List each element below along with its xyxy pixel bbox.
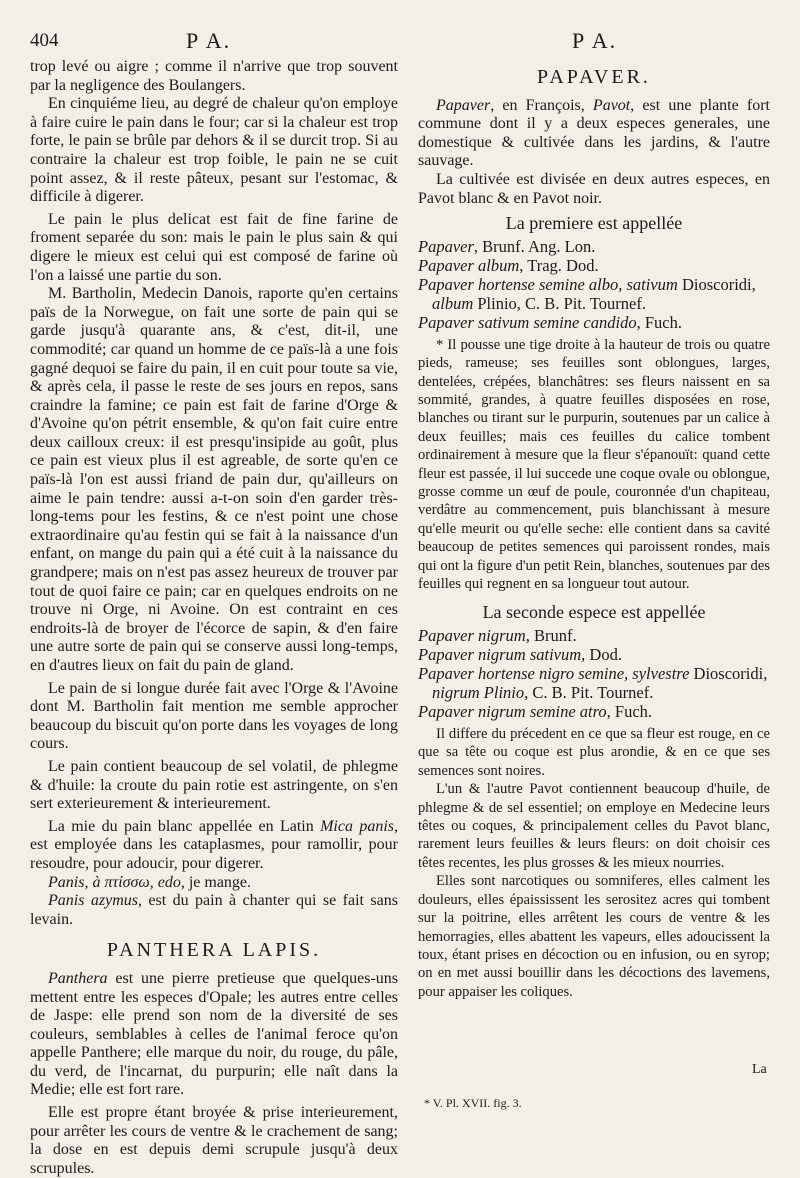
synonym-line <box>418 313 770 332</box>
text-run: , Fuch. <box>636 312 682 332</box>
paragraph: Le pain de si longue durée fait avec l'Orge & l'Avoine dont M. Bartholin fait mention me semble approcher beaucoup du biscuit qu'on porte dans les voyages de long cours. <box>30 679 398 753</box>
text-run: , est employée dans les cataplasmes, pour ramollir, pour resoudre, pour adoucir, pour digerer. <box>30 817 398 872</box>
right-running-head: P A. <box>572 28 618 53</box>
section-title-panthera: PANTHERA LAPIS. <box>106 939 322 962</box>
paragraph: La cultivée est divisée en deux autres especes, en Pavot blanc & en Pavot noir. <box>418 170 770 207</box>
text-run: Plinio, C. B. Pit. Tournef. <box>473 293 646 313</box>
latin-term: Panis azymus <box>48 892 138 910</box>
synonym-line <box>418 664 770 702</box>
left-running-head: P A. <box>186 28 232 53</box>
latin-term: Papaver hortense semine albo, sativum <box>418 274 678 294</box>
text-run: Dioscoridi, <box>677 274 756 294</box>
text-run: , je mange. <box>180 873 252 891</box>
greek-term: , à πτίσσω, edo <box>84 873 181 891</box>
description-first-species: * Il pousse une tige droite à la hauteur de trois ou quatre pieds, rameuse; ses feuilles sont oblongues, larges, dentelées, crépées, blanchâtres: ses fleurs naissent en sa sommité, grandes, à quatre feuilles disposées en rose, blanches ou tirant sur le purpurin, soutenues par un calice à deux feuilles; mais ces feuilles du calice tombent ordinairement à mesure que la fleur s'épanouït: quand cette fleur est passée, il lui succede une coque ovale ou oblongue, grosse comme un œuf de poule, couronnée d'un chapiteau, verdâtre au commencement, puis blanchissant à mesure qu'elle meurit ou qu'elle seche: elle contient dans sa cavité beaucoup de petites semences qui paroissent rondes, mais qui ont la figure d'un petit Rein, blanches, soutenues par des feuilles qui regnent en sa longueur tout autour. <box>418 336 770 593</box>
latin-term: Pavot <box>592 96 631 114</box>
subheading-second-species: La seconde espece est appellée <box>482 602 706 623</box>
synonym-line <box>418 626 770 645</box>
latin-term: Papaver nigrum <box>418 626 526 646</box>
paragraph: Elles sont narcotiques ou somniferes, elles calment les douleurs, elles épaississent les serositez acres qui tombent sur la poitrine, elles arrêtent les cours de ventre & les hemorragies, elles abattent les vapeurs, elles adoucissent la toux, étant prises en décoction ou en infusion, ou en syrop; on en met aussi bouillir dans les décoctions des lavemens, pour appaiser les coliques. <box>418 873 770 1000</box>
text-run: , est une plante fort commune dont il y a deux especes generales, une domestique & cultivée dans les jardins, & l'autre sauvage. <box>418 96 770 170</box>
latin-term: Papaver hortense nigro semine, sylvestre <box>418 664 690 684</box>
section-title-papaver: PAPAVER. <box>537 66 651 88</box>
text-run: est une pierre pretieuse que quelques-uns mettent entre les especes d'Opale; les autres entre celles de Jaspe: elle prend son nom de la diversité de ses couleurs, semblables à celles de l'animal feroce qu'on appelle Panthere; elle marque du noir, du rouge, du pâle, du verd, de l'incarnat, du purpurin; elle naît dans la Medie; elle est fort rare. <box>30 969 398 1099</box>
panthera-paragraph <box>30 970 398 1100</box>
text-run: La mie du pain blanc appellée en Latin <box>48 817 321 835</box>
latin-term: Mica panis <box>320 817 394 835</box>
latin-term: Papaver sativum semine candido <box>418 312 637 332</box>
paragraph: En cinquiéme lieu, au degré de chaleur qu'on employe à faire cuire le pain dans le four; car si la chaleur est trop forte, le pain se brûle par dehors & il se durcit trop. Si au contraire la chaleur est trop foible, le pain ne se cuit point assez, & il reste pâteux, pesant sur l'estomac, & difficile à digerer. <box>30 95 398 206</box>
paragraph: L'un & l'autre Pavot contiennent beaucoup d'huile, de phlegme & de sel essentiel; on employe en Medecine leurs têtes ou coques, & principalement celles du Pavot blanc, rarement leurs feuilles & leurs fleurs: on doit choisir ces têtes recentes, les plus grosses & les mieux nourries. <box>418 781 770 871</box>
right-column <box>418 58 770 1001</box>
latin-term: Papaver album <box>418 255 520 275</box>
text-run: , Fuch. <box>606 702 653 722</box>
text-run: , Dod. <box>581 645 622 665</box>
text-run: , Brunf. Ang. Lon. <box>473 236 596 256</box>
paragraph: M. Bartholin, Medecin Danois, raporte qu'en certains païs de la Norwegue, on fait une sorte de pain qui se garde jusqu'à quarante ans, & c'est, dit-il, une commodité; car quand un homme de ce païs-là a une fois gagné dequoi se faire du pain, il en cuit pour toute sa vie, & après cela, il passe le reste de ses jours en repos, sans craindre la famine; ce pain est fait de farine d'Orge & d'Avoine qu'on pétrit ensemble, & qu'on fait cuire entre deux cailloux creux: il est presqu'insipide au goût, plus ce pain est vieux plus il est agreable, de sorte qu'en ce païs-là l'on est aussi friand de pain dur, qu'ailleurs on aime le pain tendre: aussi a-t-on soin d'en garder très-long-tems pour les festins, & ce n'est point une chose extraordinaire qu'au festin qui se fait à la naissance d'un enfant, on mange du pain qui a été cuit à la naissance du grandpere; mais on n'est pas assez heureux de trouver par tout de quoi faire ce pain; car en quelques endroits on ne trouve ni Orge, ni Avoine. On est contraint en ces endroits-là de broyer de l'écorce de sapin, & d'en faire une autre sorte de pain qui se conserve aussi long-temps, en d'autres lieux on fait du pain de gland. <box>30 285 398 674</box>
synonym-line <box>418 237 770 256</box>
papaver-intro <box>418 97 770 171</box>
latin-term: nigrum Plinio <box>432 683 525 703</box>
panis-line <box>30 874 398 893</box>
synonym-line <box>418 645 770 664</box>
description-second-species: Il differe du précedent en ce que sa fleur est rouge, en ce que sa tête ou coque est plus arondie, & en ce que ses semences sont noires. <box>418 726 770 779</box>
text-run: , C. B. Pit. Tournef. <box>524 683 654 703</box>
synonym-line <box>418 256 770 275</box>
text-run: , Trag. Dod. <box>519 255 599 275</box>
synonym-line <box>418 702 770 721</box>
left-column <box>30 58 398 1178</box>
plate-footnote: * V. Pl. XVII. fig. 3. <box>424 1096 522 1110</box>
latin-term: Papaver nigrum semine atro <box>418 702 607 722</box>
latin-term: Papaver <box>418 236 474 256</box>
latin-term: album <box>432 293 474 313</box>
subheading-first-species: La premiere est appellée <box>505 213 683 234</box>
latin-term: Papaver <box>436 96 491 114</box>
latin-term: Papaver nigrum sativum <box>418 645 582 665</box>
text-run: Dioscoridi, <box>689 664 768 684</box>
text-run: , en François, <box>490 96 593 114</box>
text-run: , Brunf. <box>525 626 577 646</box>
mica-paragraph <box>30 818 398 874</box>
text-run: , est du pain à chanter qui se fait sans levain. <box>30 892 398 928</box>
page-header <box>0 28 800 58</box>
page-number: 404 <box>30 30 59 51</box>
azymus-line <box>30 892 398 929</box>
paragraph: Elle est propre étant broyée & prise interieurement, pour arrêter les cours de ventre & le crachement de sang; la dose en est depuis demi scrupule jusqu'à deux scrupules. <box>30 1104 398 1177</box>
synonym-line <box>418 275 770 313</box>
paragraph: Le pain contient beaucoup de sel volatil, de phlegme & d'huile: la croute du pain rotie est astringente, on s'en sert exterieurement & interieurement. <box>30 757 398 813</box>
catchword: La <box>752 1062 767 1077</box>
paragraph: Le pain le plus delicat est fait de fine farine de froment separée du son: mais le pain le plus sain & qui digere le mieux est celui qui est composé de farine où l'on a laissé une partie du son. <box>30 210 398 284</box>
paragraph: trop levé ou aigre ; comme il n'arrive que trop souvent par la negligence des Boulangers. <box>30 58 398 94</box>
latin-term: Panis <box>48 873 85 891</box>
latin-term: Panthera <box>48 969 108 987</box>
